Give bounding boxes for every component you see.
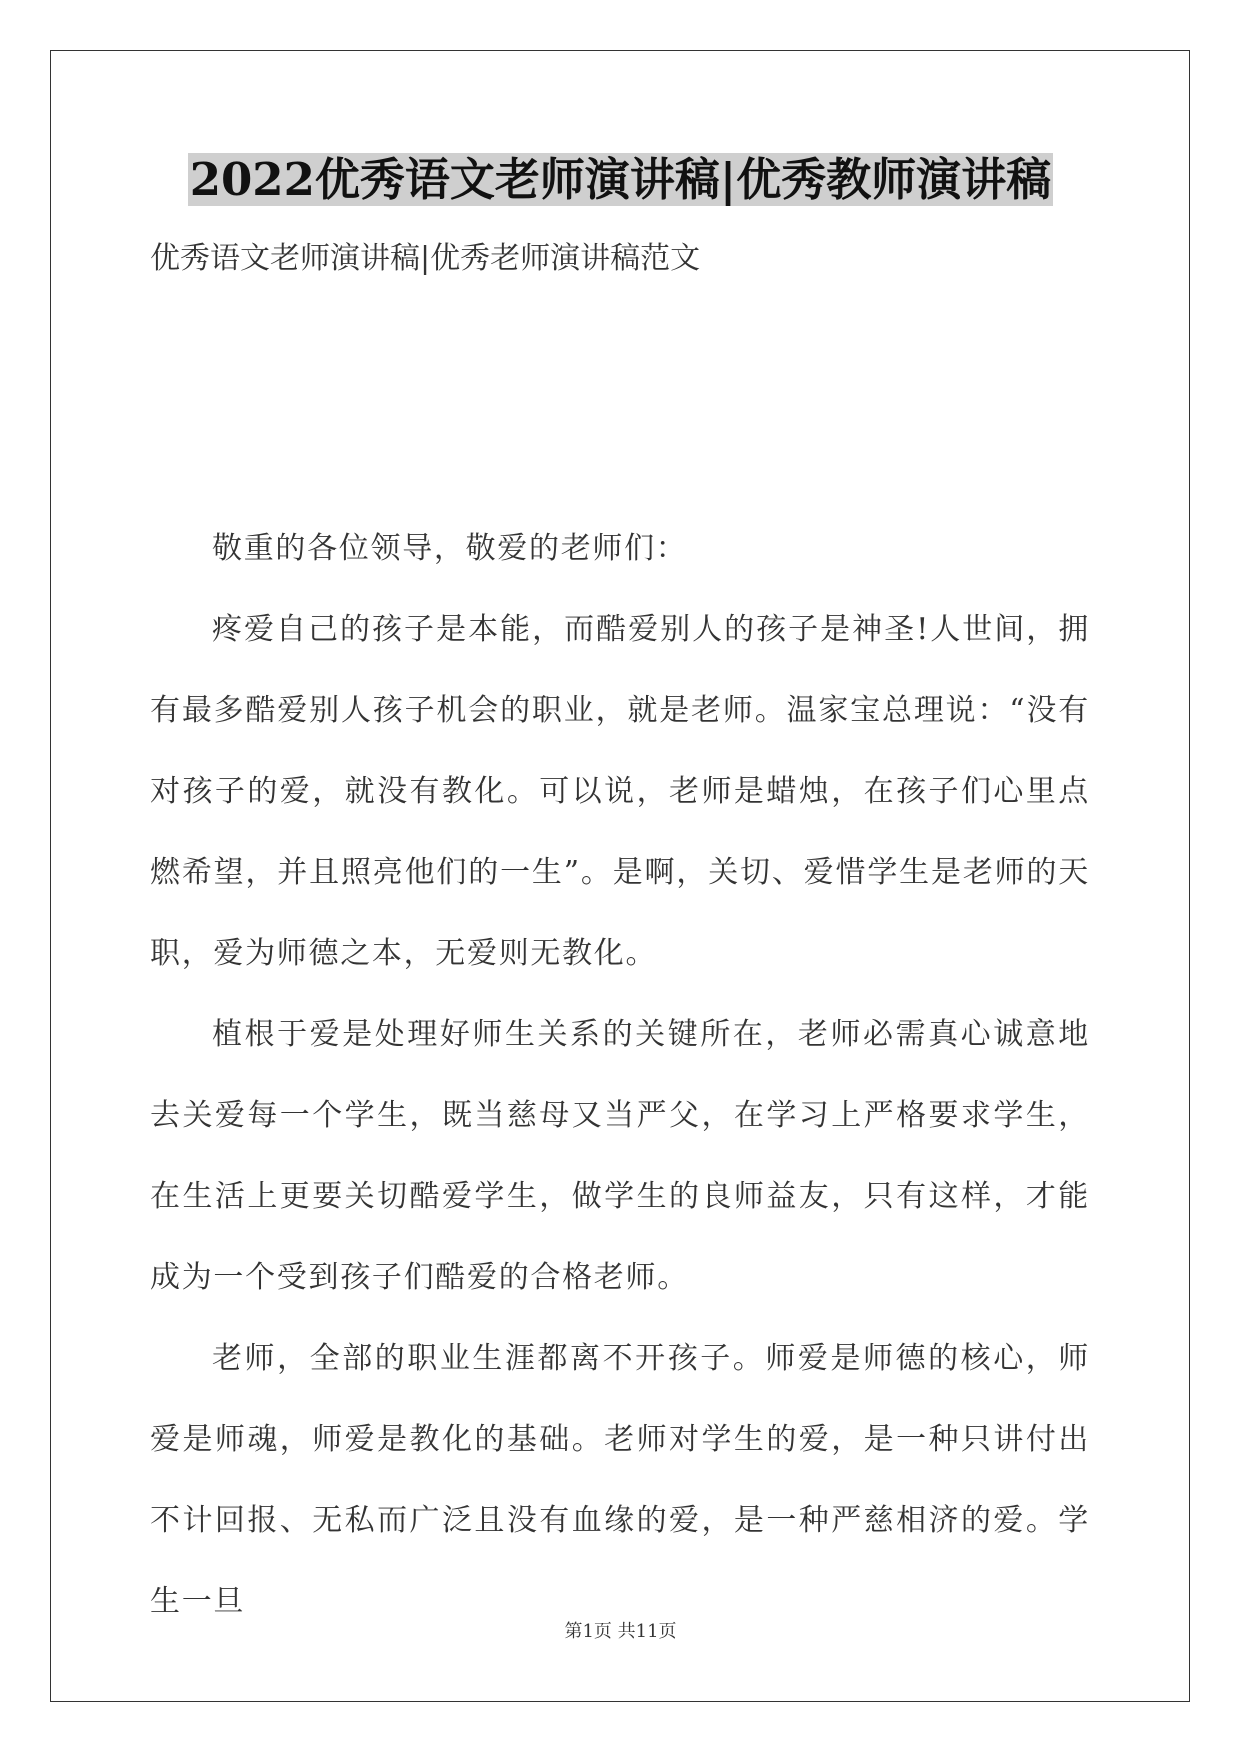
document-subtitle: 优秀语文老师演讲稿|优秀老师演讲稿范文 [150,241,701,276]
document-title [0,150,1241,210]
page-number-footer: 第1页 共11页 [564,1621,677,1642]
paragraph: 疼爱自己的孩子是本能，而酷爱别人的孩子是神圣!人世间，拥有最多酷爱别人孩子机会的职业，就是老师。温家宝总理说：“没有对孩子的爱，就没有教化。可以说，老师是蜡烛，在孩子们心里点燃希望，并且照亮他们的一生”。是啊，关切、爱惜学生是老师的天职，爱为师德之本，无爱则无教化。 [150,612,1090,971]
paragraph: 老师，全部的职业生涯都离不开孩子。师爱是师德的核心，师爱是师魂，师爱是教化的基础。老师对学生的爱，是一种只讲付出不计回报、无私而广泛且没有血缘的爱，是一种严慈相济的爱。学生一旦 [150,1341,1090,1619]
paragraph: 植根于爱是处理好师生关系的关键所在，老师必需真心诚意地去关爱每一个学生，既当慈母又当严父，在学习上严格要求学生，在生活上更要关切酷爱学生，做学生的良师益友，只有这样，才能成为一个受到孩子们酷爱的合格老师。 [150,1017,1090,1295]
document-title-text: 2022优秀语文老师演讲稿|优秀教师演讲稿 [189,153,1052,206]
paragraph-greeting: 敬重的各位领导，敬爱的老师们： [212,531,688,566]
document-body [150,508,1090,1642]
